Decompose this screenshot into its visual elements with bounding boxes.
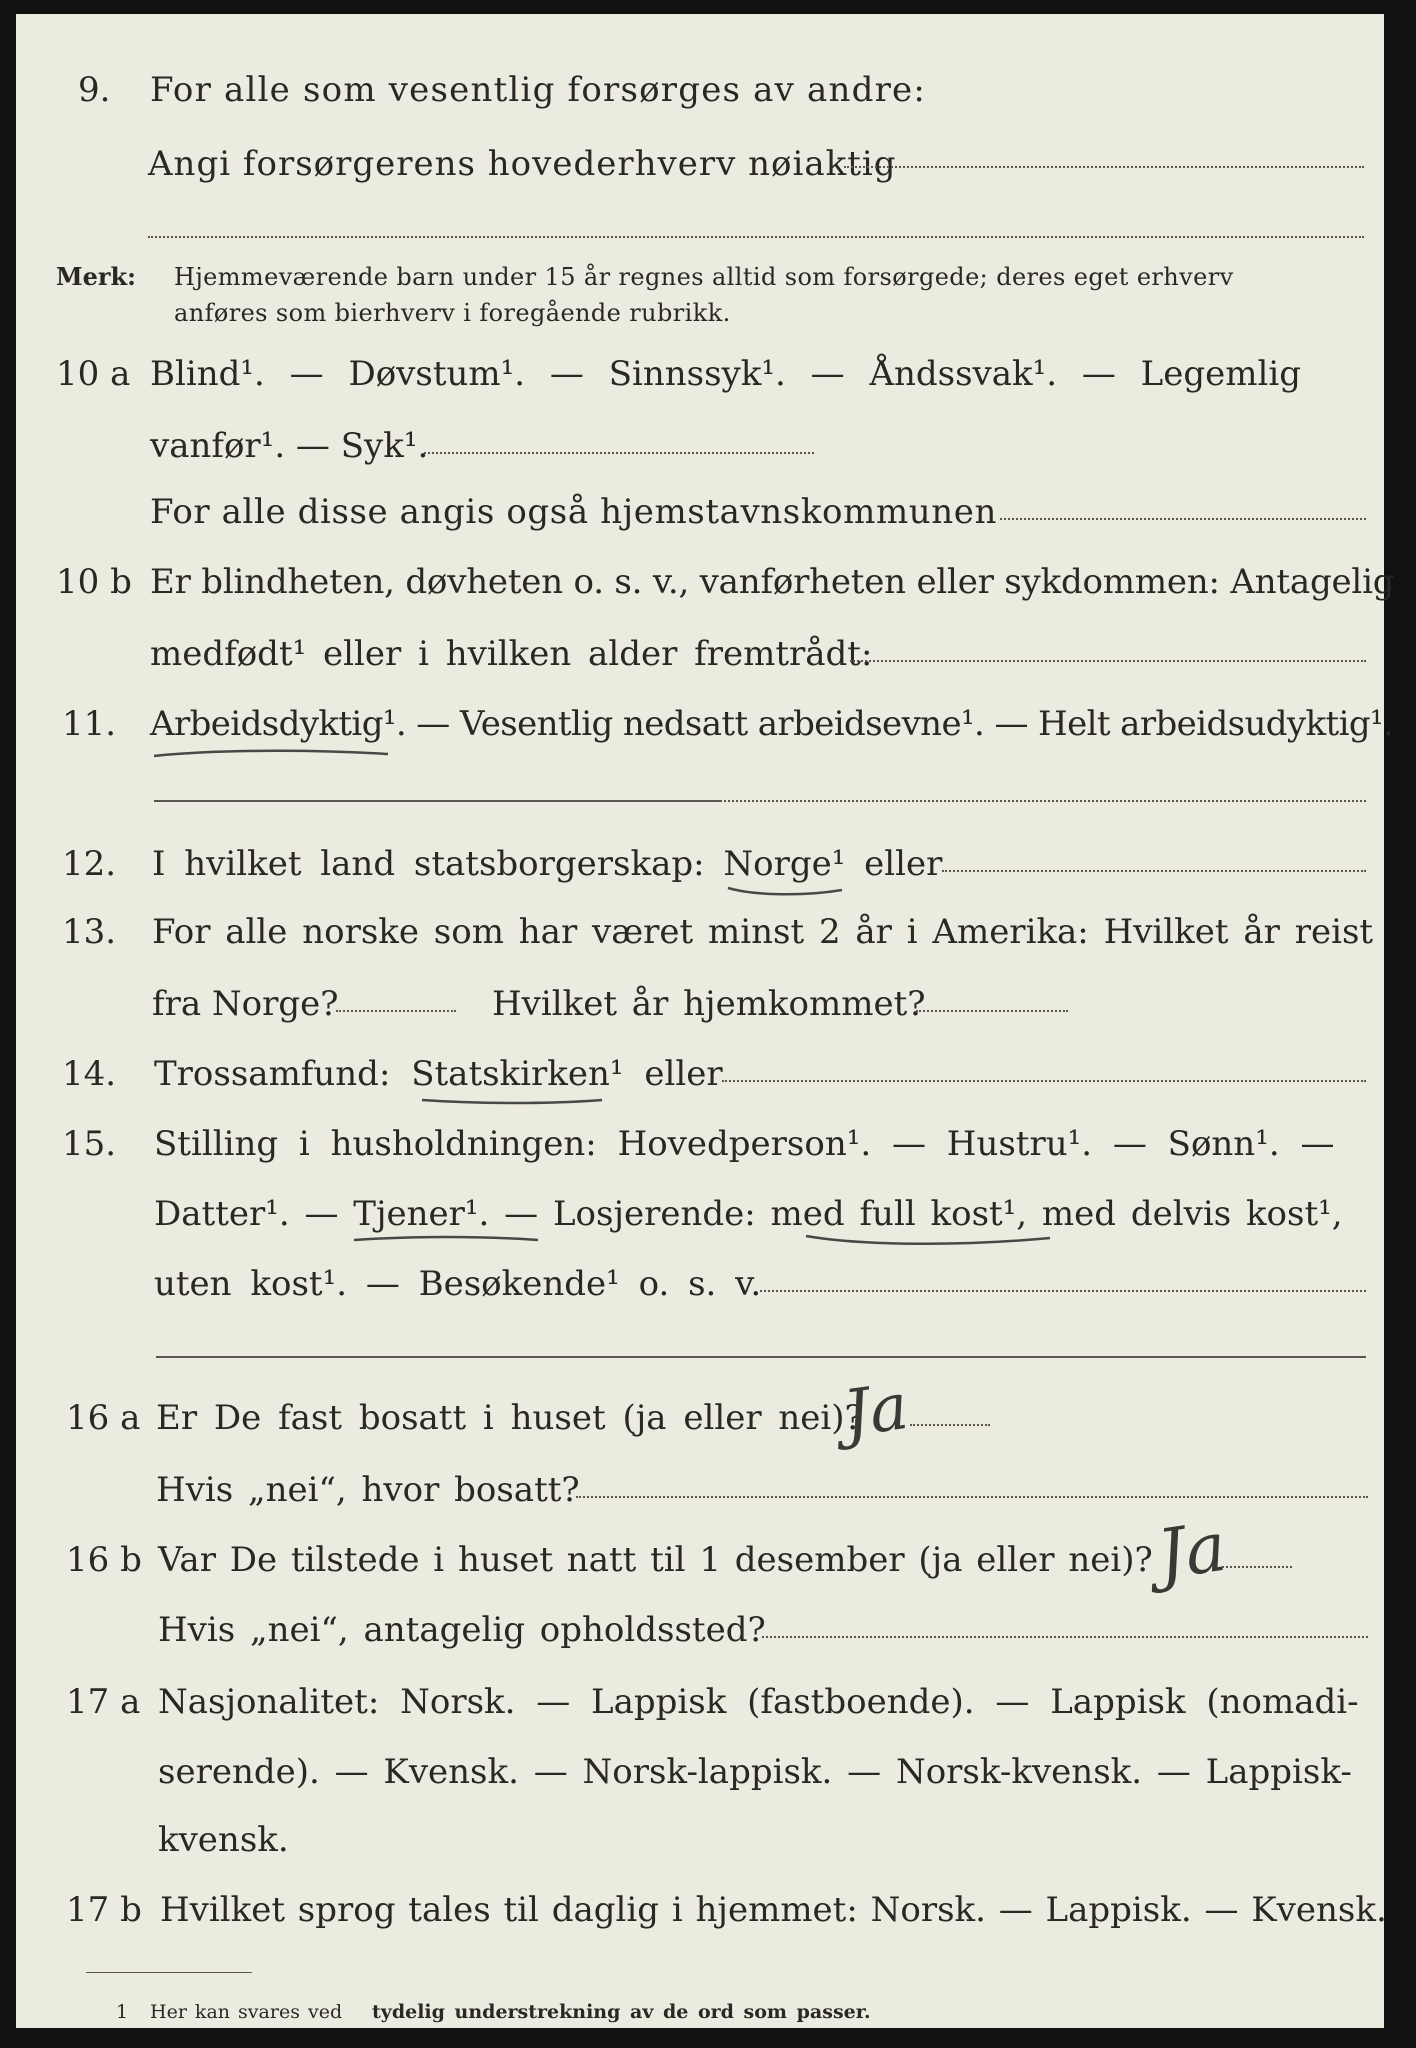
question-text: Arbeidsdyktig¹. — Vesentlig nedsatt arbeidsevne¹. — Helt arbeidsudyktig¹. bbox=[150, 704, 1394, 744]
footnote-text: Her kan svares ved bbox=[150, 2001, 343, 2023]
question-text: kvensk. bbox=[158, 1820, 289, 1860]
handwritten-underline bbox=[726, 882, 846, 898]
question-text: vanfør¹. — Syk¹. bbox=[150, 426, 429, 466]
handwritten-underline bbox=[352, 1232, 542, 1246]
question-text: For alle norske som har været minst 2 år i Amerika: Hvilket år reist bbox=[152, 912, 1374, 952]
question-number: 13. bbox=[62, 912, 117, 952]
question-number: 15. bbox=[62, 1124, 117, 1164]
answer-line bbox=[1000, 518, 1366, 520]
question-number: 10 a bbox=[56, 354, 131, 394]
answer-line bbox=[148, 236, 1364, 238]
question-number: 14. bbox=[62, 1054, 117, 1094]
question-number: 16 a bbox=[66, 1398, 141, 1438]
question-text: Var De tilstede i huset natt til 1 desember (ja eller nei)? bbox=[158, 1540, 1153, 1580]
question-number: 17 a bbox=[66, 1682, 141, 1722]
note-text: Hjemmeværende barn under 15 år regnes alltid som forsørgede; deres eget erhverv bbox=[174, 263, 1234, 291]
note-text: anføres som bierhverv i foregående rubrikk. bbox=[174, 299, 731, 327]
question-text: Angi forsørgerens hovederhverv nøiaktig bbox=[148, 144, 897, 184]
footnote-mark: 1 bbox=[116, 2001, 129, 2023]
question-text: medfødt¹ eller i hvilken alder fremtrådt: bbox=[150, 634, 873, 674]
answer-line bbox=[424, 452, 814, 454]
answer-line bbox=[1222, 1566, 1292, 1568]
question-text: Hvis „nei“, antagelig opholdssted? bbox=[158, 1610, 766, 1650]
question-number: 12. bbox=[62, 844, 117, 884]
question-text: serende). — Kvensk. — Norsk-lappisk. — Norsk-kvensk. — Lappisk- bbox=[158, 1752, 1352, 1792]
question-text: For alle som vesentlig forsørges av andre: bbox=[150, 70, 927, 110]
answer-line bbox=[916, 1010, 1068, 1012]
answer-line bbox=[850, 660, 1366, 662]
question-text: Er blindheten, døvheten o. s. v., vanførheten eller sykdommen: Antagelig bbox=[150, 562, 1395, 602]
handwritten-answer: Ja bbox=[1152, 1507, 1231, 1596]
question-text: Trossamfund: Statskirken¹ eller bbox=[154, 1054, 723, 1094]
question-text: For alle disse angis også hjemstavnskommunen bbox=[150, 492, 997, 532]
answer-line bbox=[762, 1636, 1368, 1638]
footnote-text-bold: tydelig understrekning av de ord som passer. bbox=[372, 2001, 871, 2023]
answer-line bbox=[336, 1010, 456, 1012]
question-text: fra Norge? bbox=[152, 984, 339, 1024]
census-form-page bbox=[16, 14, 1395, 2028]
answer-line bbox=[154, 800, 720, 802]
answer-line bbox=[844, 166, 1364, 168]
answer-line bbox=[720, 800, 1366, 802]
answer-line bbox=[576, 1496, 1368, 1498]
answer-line bbox=[942, 870, 1366, 872]
answer-line bbox=[722, 1080, 1366, 1082]
question-number: 11. bbox=[62, 704, 117, 744]
question-text: uten kost¹. — Besøkende¹ o. s. v. bbox=[154, 1264, 762, 1304]
question-text: Hvilket sprog tales til daglig i hjemmet: Norsk. — Lappisk. — Kvensk. bbox=[160, 1890, 1387, 1930]
question-text: Hvis „nei“, hvor bosatt? bbox=[156, 1470, 580, 1510]
question-text: Blind¹. — Døvstum¹. — Sinnssyk¹. — Åndssvak¹. — Legemlig bbox=[150, 354, 1301, 394]
question-text: I hvilket land statsborgerskap: Norge¹ eller bbox=[152, 844, 943, 884]
question-number: 16 b bbox=[66, 1540, 142, 1580]
question-number: 10 b bbox=[56, 562, 132, 602]
answer-line bbox=[156, 1356, 1366, 1358]
question-text: Nasjonalitet: Norsk. — Lappisk (fastboende). — Lappisk (nomadi- bbox=[158, 1682, 1359, 1722]
question-number: 17 b bbox=[66, 1890, 142, 1930]
question-text: Er De fast bosatt i huset (ja eller nei)? bbox=[156, 1398, 863, 1438]
answer-line bbox=[760, 1290, 1366, 1292]
question-text: Datter¹. — Tjener¹. — Losjerende: med full kost¹, med delvis kost¹, bbox=[154, 1194, 1343, 1234]
question-text: Hvilket år hjemkommet? bbox=[492, 984, 926, 1024]
handwritten-answer: Ja bbox=[839, 1369, 913, 1453]
footnote-divider bbox=[86, 1972, 252, 1973]
question-number: 9. bbox=[78, 70, 111, 110]
handwritten-underline bbox=[420, 1094, 606, 1108]
handwritten-underline bbox=[152, 746, 392, 762]
handwritten-underline bbox=[804, 1232, 1054, 1248]
question-text: Stilling i husholdningen: Hovedperson¹. — Hustru¹. — Sønn¹. — bbox=[154, 1124, 1335, 1164]
answer-line bbox=[910, 1424, 990, 1426]
note-label: Merk: bbox=[56, 262, 136, 291]
